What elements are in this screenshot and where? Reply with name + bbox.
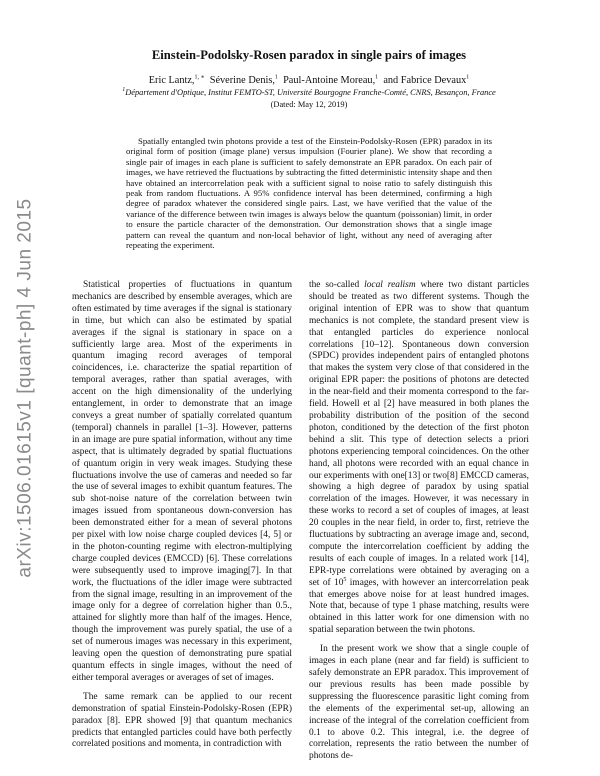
body-paragraph: In the present work we show that a single couple of images in each plane (near and far field) is sufficient to safely demonstrate an EPR paradox. This improvement of our previous results has been made possible by suppressing the fluorescence parasitic light coming from the elements of the experimental set-up, allowing an increase of the integral of the correlation coefficient from 0.1 to above 0.2. This integral, i.e. the degree of correlation, represents the ratio between the number of photons de- (309, 644, 529, 762)
body-left-column (72, 280, 292, 758)
abstract: Spatially entangled twin photons provide a test of the Einstein-Podolsky-Rosen (EPR) paradox in its original form of position (image plane) versus impulsion (Fourier plane). We show that recording a single pair of images in each plane is sufficient to safely demonstrate an EPR paradox. On each pair of images, we have retrieved the fluctuations by subtracting the fitted deterministic intensity shape and then have obtained an intercorrelation peak with a sufficient signal to noise ratio to safely distinguish this peak from random fluctuations. A 95% confidence interval has been determined, confirming a high degree of paradox whatever the considered single pairs. Last, we have verified that the value of the variance of the difference between twin images is always below the quantum (poissonian) limit, in order to ensure the particle character of the demonstration. Our demonstration shows that a single image pattern can reveal the quantum and non-local behavior of light, without any need of averaging after repeating the experiment. (126, 136, 492, 251)
author-list (64, 75, 554, 86)
body-right-column (309, 280, 529, 770)
affiliation: $^1$Département d'Optique, Institut FEMTO-ST, Université Bourgogne Franche-Comté, CNRS, Besançon, France (122, 87, 496, 97)
author: and Fabrice Devaux$^1$ (383, 74, 470, 86)
author: Séverine Denis,$^1$ (209, 74, 278, 86)
author: Eric Lantz,$^{1, ∗}$ (148, 74, 205, 86)
paper-title: Einstein-Podolsky-Rosen paradox in single pairs of images (151, 48, 467, 62)
arxiv-identifier-margin (8, 180, 44, 595)
dated-line: (Dated: May 12, 2019) (270, 100, 348, 109)
arxiv-id: arXiv:1506.01615v1 [quant-ph] 4 Jun 2015 (15, 197, 37, 578)
body-paragraph: the so-called local realism where two distant particles should be treated as two different systems. Though the original intention of EPR was to show that quantum mechanics is not complete, the standard present view is that entangled particles do experience nonlocal correlations [10–12]. Spontaneous down conversion (SPDC) provides independent pairs of entangled photons that makes the system very close of that considered in the original EPR paper: the positions of photons are detected in the near-field and their momenta correspond to the far-field. Howell et al [2] have measured in both planes the probability distribution of the position of the second photon, conditioned by the detection of the first photon behind a slit. This type of detection selects a priori photons experiencing temporal coincidences. On the other hand, all photons were recorded with an equal chance in our experiments with one[13] or two[8] EMCCD cameras, showing a high degree of paradox by using spatial correlation of the images. However, it was necessary in these works to record a set of couples of images, at least 20 couples in the near field, in order to, first, retrieve the fluctuations by subtracting an average image and, second, compute the intercorrelation coefficient by adding the results of each couple of images. In a related work [14], EPR-type correlations were obtained by averaging on a set of $10^5$ images, with however an intercorrelation peak that emerges above noise for at least hundred images. Note that, because of type 1 phase matching, results were obtained in this latter work for one dimension with no spatial separation between the twin photons. (309, 280, 529, 636)
author: Paul-Antoine Moreau,$^1$ (283, 74, 379, 86)
italic-term: local realism (364, 280, 416, 290)
body-paragraph: Statistical properties of fluctuations in quantum mechanics are described by ensemble averages, which are often estimated by time averages if the signal is stationary in time, but which can also be estimated by spatial averages if the signal is stationary in space on a sufficiently large area. Most of the experiments in quantum imaging record averages of temporal coincidences, i.e. characterize the spatial repartition of temporal averages, rather than spatial averages, with accent on the high dimensionality of the underlying entanglement, in order to demonstrate that an image conveys a great number of spatially correlated quantum (temporal) channels in parallel [1–3]. However, patterns in an image are pure spatial information, without any time aspect, that is ultimately degraded by spatial fluctuations of quantum origin in very weak images. Studying these fluctuations involve the use of cameras and needed so far the use of several images to exhibit quantum features. The sub shot-noise nature of the correlation between twin images issued from spontaneous down-conversion has been demonstrated either for a mean of several photons per pixel with low noise charge coupled devices [4, 5] or in the photon-counting regime with electron-multiplying charge coupled devices (EMCCD) [6]. These correlations were subsequently used to improve imaging[7]. In that work, the fluctuations of the idler image were subtracted from the signal image, resulting in an improvement of the image only for a degree of correlation higher than 0.5., attained for slightly more than half of the images. Hence, though the improvement was purely spatial, the use of a set of numerous images was necessary in this experiment, leaving open the question of demonstrating pure spatial quantum effects in single images, without the need of either temporal averages or averages of set of images. (72, 280, 292, 683)
body-paragraph: The same remark can be applied to our recent demonstration of spatial Einstein-Podolsky-Rosen (EPR) paradox [8]. EPR showed [9] that quantum mechanics predicts that entangled particles could have both perfectly correlated positions and momenta, in contradiction with (72, 691, 292, 750)
